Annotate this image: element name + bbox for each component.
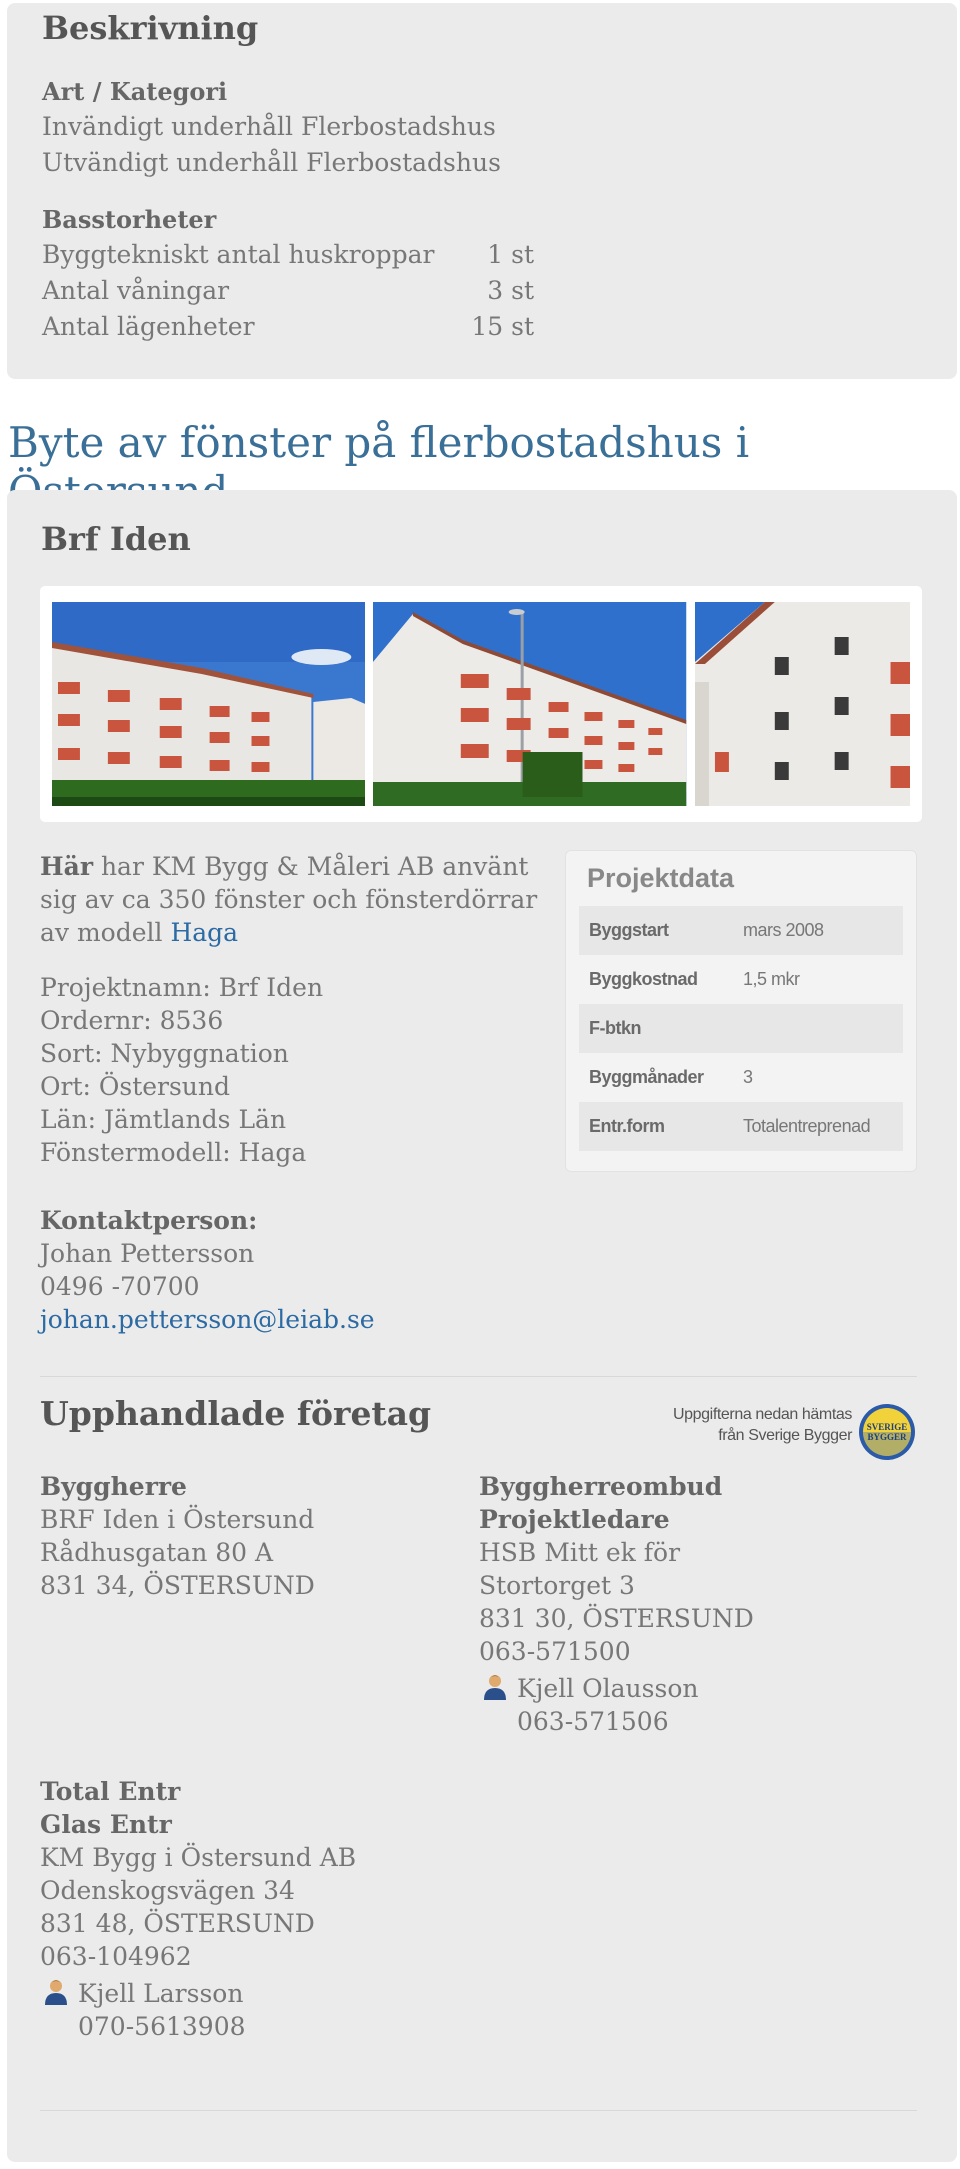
contact-person bbox=[479, 1672, 754, 1738]
source-note-line: från Sverige Bygger bbox=[718, 1427, 852, 1444]
projektdata-label: Byggstart bbox=[589, 920, 669, 940]
model-link[interactable]: Haga bbox=[170, 918, 239, 947]
basstorhet-row bbox=[42, 237, 957, 273]
basstorhet-value: 15 st bbox=[471, 312, 534, 341]
building-photo[interactable] bbox=[373, 602, 686, 806]
projektdata-value: mars 2008 bbox=[743, 920, 824, 940]
detail-line: Projektnamn: Brf Iden bbox=[40, 973, 324, 1002]
source-note bbox=[640, 1404, 852, 1446]
projektdata-label: Byggmånader bbox=[589, 1067, 704, 1087]
art-kategori-title: Art / Kategori bbox=[42, 77, 228, 106]
byggherre-title: Byggherre bbox=[40, 1472, 187, 1501]
projektdata-value: 1,5 mkr bbox=[743, 969, 800, 989]
basstorhet-value: 3 st bbox=[487, 276, 534, 305]
upphandlade-title: Upphandlade företag bbox=[40, 1394, 432, 1433]
projektdata-row bbox=[579, 1004, 903, 1053]
logo-text: SVERIGE bbox=[866, 1422, 908, 1432]
projektdata-row bbox=[579, 1102, 903, 1151]
address-line: Odenskogsvägen 34 bbox=[40, 1876, 295, 1905]
basstorhet-label: Byggtekniskt antal huskroppar bbox=[42, 240, 435, 269]
address-line: 063-571500 bbox=[479, 1637, 631, 1666]
entreprenor-block bbox=[40, 1775, 356, 2043]
person-name: Kjell Larsson bbox=[78, 1979, 244, 2008]
building-photo[interactable] bbox=[52, 602, 365, 806]
detail-line: Fönstermodell: Haga bbox=[40, 1138, 307, 1167]
intro-bold: Här bbox=[40, 852, 93, 881]
entr-title: Total Entr bbox=[40, 1777, 181, 1806]
projektdata-row bbox=[579, 1053, 903, 1102]
projektdata-value: Totalentreprenad bbox=[743, 1116, 871, 1136]
projektdata-row bbox=[579, 955, 903, 1004]
art-item: Utvändigt underhåll Flerbostadshus bbox=[42, 148, 501, 177]
address-line: Rådhusgatan 80 A bbox=[40, 1538, 274, 1567]
contact-phone: 0496 -70700 bbox=[40, 1272, 200, 1301]
address-line: Stortorget 3 bbox=[479, 1571, 635, 1600]
building-photo[interactable] bbox=[695, 602, 910, 806]
beskrivning-panel bbox=[7, 3, 957, 379]
person-icon bbox=[44, 1979, 68, 2005]
basstorhet-label: Antal lägenheter bbox=[42, 312, 255, 341]
address-line: BRF Iden i Östersund bbox=[40, 1505, 315, 1534]
beskrivning-title: Beskrivning bbox=[42, 9, 259, 47]
detail-line: Ordernr: 8536 bbox=[40, 1006, 224, 1035]
source-note-line: Uppgifterna nedan hämtas bbox=[673, 1406, 852, 1423]
photo-strip bbox=[40, 586, 922, 822]
basstorhet-label: Antal våningar bbox=[42, 276, 230, 305]
detail-line: Ort: Östersund bbox=[40, 1072, 231, 1101]
byggherre-block bbox=[40, 1470, 315, 1602]
address-line: 831 34, ÖSTERSUND bbox=[40, 1571, 315, 1600]
basstorhet-row bbox=[42, 309, 957, 345]
project-name: Brf Iden bbox=[41, 520, 191, 558]
detail-line: Sort: Nybyggnation bbox=[40, 1039, 289, 1068]
divider bbox=[40, 2110, 917, 2111]
logo-text: BYGGER bbox=[867, 1432, 907, 1442]
person-phone: 070-5613908 bbox=[78, 2012, 246, 2041]
art-item: Invändigt underhåll Flerbostadshus bbox=[42, 112, 496, 141]
contact-section bbox=[40, 1204, 375, 1336]
person-icon bbox=[483, 1674, 507, 1700]
project-title: Byte av fönster på flerbostadshus i bbox=[8, 418, 750, 467]
ombud-subtitle: Projektledare bbox=[479, 1505, 670, 1534]
ombud-block bbox=[479, 1470, 754, 1738]
contact-person bbox=[40, 1977, 356, 2043]
contact-email-link[interactable]: johan.pettersson@leiab.se bbox=[40, 1305, 375, 1334]
contact-title: Kontaktperson: bbox=[40, 1206, 258, 1235]
person-phone: 063-571506 bbox=[517, 1707, 669, 1736]
basstorhet-value: 1 st bbox=[487, 240, 534, 269]
divider bbox=[40, 1376, 917, 1377]
projektdata-label: Entr.form bbox=[589, 1116, 665, 1136]
projektdata-label: Byggkostnad bbox=[589, 969, 698, 989]
contact-name: Johan Pettersson bbox=[40, 1239, 255, 1268]
projektdata-title: Projektdata bbox=[587, 863, 735, 893]
projektdata-label: F-btkn bbox=[589, 1018, 641, 1038]
person-name: Kjell Olausson bbox=[517, 1674, 699, 1703]
address-line: KM Bygg i Östersund AB bbox=[40, 1843, 357, 1872]
projektdata-box bbox=[565, 850, 917, 1172]
address-line: 831 30, ÖSTERSUND bbox=[479, 1604, 754, 1633]
ombud-title: Byggherreombud bbox=[479, 1472, 723, 1501]
projektdata-row bbox=[579, 906, 903, 955]
address-line: 831 48, ÖSTERSUND bbox=[40, 1909, 315, 1938]
intro-text bbox=[40, 850, 560, 949]
sverige-bygger-logo[interactable] bbox=[858, 1403, 916, 1461]
entr-subtitle: Glas Entr bbox=[40, 1810, 172, 1839]
address-line: HSB Mitt ek för bbox=[479, 1538, 681, 1567]
intro-body: har KM Bygg & Måleri AB använt sig av ca 350 fönster och fönsterdörrar av modell bbox=[40, 852, 538, 947]
basstorhet-row bbox=[42, 273, 957, 309]
projektdata-value: 3 bbox=[743, 1067, 753, 1087]
basstorheter-title: Basstorheter bbox=[42, 205, 217, 234]
address-line: 063-104962 bbox=[40, 1942, 192, 1971]
project-description bbox=[40, 850, 560, 1169]
detail-line: Län: Jämtlands Län bbox=[40, 1105, 287, 1134]
